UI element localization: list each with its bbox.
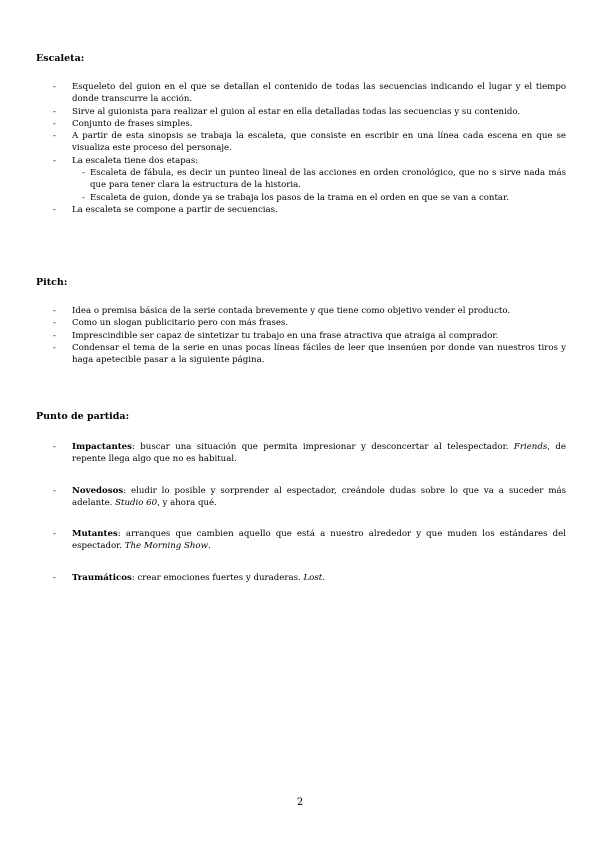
list-item: - Mutantes: arranques que cambien aquello que está a nuestro alrededor y que muden los estándares del espectador. The Morning Show. — [53, 529, 566, 552]
escaleta-list — [36, 81, 566, 167]
pitch-list — [36, 305, 566, 366]
list-item: - Sirve al guionista para realizar el guion al estar en ella detalladas todas las secuencias y su contenido. — [53, 106, 521, 117]
list-item: - A partir de esta sinopsis se trabaja la escaleta, que consiste en escribir en una línea cada escena en que se visualiza este proceso del personaje. — [53, 131, 566, 154]
list-item: - Condensar el tema de la serie en unas pocas líneas fáciles de leer que insenúen por donde van nuestros tiros y haga apetecible pasar a la siguiente página. — [53, 342, 566, 366]
list-item: - Idea o premisa básica de la serie contada brevemente y que tiene como objetivo vender el producto. — [53, 306, 511, 316]
sub-list-item: - Escaleta de fábula, es decir un punteo lineal de las acciones en orden cronológico, que no s sirve nada más que para tener clara la estructura de la historia. — [82, 168, 566, 191]
heading-punto-de-partida: Punto de partida: — [36, 411, 130, 422]
escaleta-sublist — [36, 167, 566, 204]
escaleta-list-end — [36, 204, 566, 216]
section-escaleta — [36, 52, 566, 216]
list-item: - Imprescindible ser capaz de sintetizar tu trabajo en una frase atractiva que atraiga al comprador. — [53, 330, 499, 341]
heading-escaleta: Escaleta: — [36, 53, 85, 64]
list-item: - Traumáticos: crear emociones fuertes y duraderas. Lost. — [53, 572, 325, 583]
list-item: - Como un slogan publicitario pero con más frases. — [53, 318, 289, 329]
list-item: - La escaleta tiene dos etapas: — [53, 155, 199, 166]
list-item: - Impactantes: buscar una situación que permita impresionar y desconcertar al telespectador. Friends, de repente llega algo que no es habitual. — [53, 442, 566, 465]
list-item: - Esqueleto del guion en el que se detallan el contenido de todas las secuencias indicando el lugar y el tiempo donde transcurre la acción. — [53, 82, 566, 105]
heading-pitch: Pitch: — [36, 277, 68, 288]
punto-list — [36, 441, 566, 584]
sub-list-item: - Escaleta de guion, donde ya se trabaja los pasos de la trama en el orden en que se van a contar. — [82, 192, 509, 203]
list-item: - La escaleta se compone a partir de secuencias. — [53, 204, 278, 215]
section-punto-de-partida — [36, 410, 566, 584]
list-item: - Novedosos: eludir lo posible y sorprender al espectador, creándole dudas sobre lo que va a suceder más adelante. Studio 60, y ahora qué. — [53, 485, 566, 508]
list-item: - Conjunto de frases simples. — [53, 118, 193, 129]
page-number: 2 — [296, 797, 304, 808]
section-pitch — [36, 276, 566, 366]
